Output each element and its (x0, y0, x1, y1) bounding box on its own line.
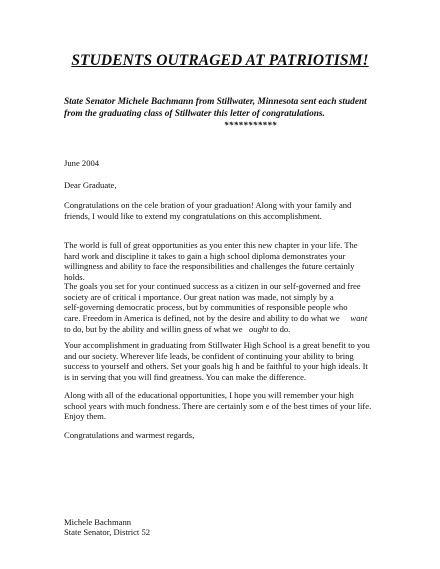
paragraph-line: self-governing democratic process, but by communities of responsible people who (64, 302, 348, 313)
headline: STUDENTS OUTRAGED AT PATRIOTISM! (71, 52, 369, 69)
paragraph-line: The world is full of great opportunities as you enter this new chapter in your life. The (64, 240, 358, 250)
paragraph-line: Your accomplishment in graduating from Stillwater High School is a great benefit to you (64, 340, 370, 350)
intro-note (64, 97, 404, 120)
paragraph-line: and our society. Wherever life leads, be confident of continuing your ability to bring (64, 350, 354, 361)
paragraph-line: Enjoy them. (64, 411, 107, 422)
signature-name: Michele Bachmann (64, 517, 132, 527)
paragraph-4 (64, 340, 394, 383)
separator: *********** (224, 120, 277, 130)
paragraph-5 (64, 390, 394, 422)
paragraph-line: school years with much fondness. There are certainly som e of the best times of your life. (64, 400, 372, 411)
paragraph-line: Congratulations on the cele bration of your graduation! Along with your family and (64, 200, 352, 210)
paragraph-line: friends, I would like to extend my congratulations on this accomplishment. (64, 210, 322, 221)
paragraph-text: to do, but by the ability and willin gness of what we (64, 323, 243, 334)
signature-title: State Senator, District 52 (64, 527, 151, 537)
paragraph-line: holds. (64, 272, 85, 283)
closing: Congratulations and warmest regards, (64, 430, 195, 440)
paragraph-text: care. Freedom in America is defined, not by the desire and ability to do what we (64, 313, 340, 324)
paragraph-line: Along with all of the educational opportunities, I hope you will remember your high (64, 390, 354, 400)
paragraph-line (64, 324, 394, 335)
paragraph-line: is in serving that you will find greatness. You can make the difference. (64, 372, 307, 383)
intro-line: from the graduating class of Stillwater this letter of congratulations. (64, 108, 325, 119)
paragraph-2 (64, 240, 394, 283)
letter-date: June 2004 (64, 158, 100, 168)
paragraph-1 (64, 200, 394, 221)
emphasis-want: want (350, 313, 368, 324)
paragraph-text: to do. (270, 323, 291, 334)
emphasis-ought: ought (249, 323, 269, 334)
paragraph-line (64, 313, 394, 324)
paragraph-line: willingness and ability to face the responsibilities and challenges the future certainly (64, 261, 355, 272)
paragraph-line: success to yourself and others. Set your goals hig h and be faithful to your high ideals. It (64, 361, 368, 372)
paragraph-line: society are of critical i mportance. Our great nation was made, not simply by a (64, 291, 334, 302)
intro-line: State Senator Michele Bachmann from Stillwater, Minnesota sent each student (64, 97, 367, 107)
paragraph-3 (64, 281, 394, 335)
salutation: Dear Graduate, (64, 180, 117, 190)
paragraph-line: The goals you set for your continued success as a citizen in our self-governed and free (64, 281, 361, 291)
paragraph-line: hard work and discipline it takes to gain a high school diploma demonstrates your (64, 250, 346, 261)
